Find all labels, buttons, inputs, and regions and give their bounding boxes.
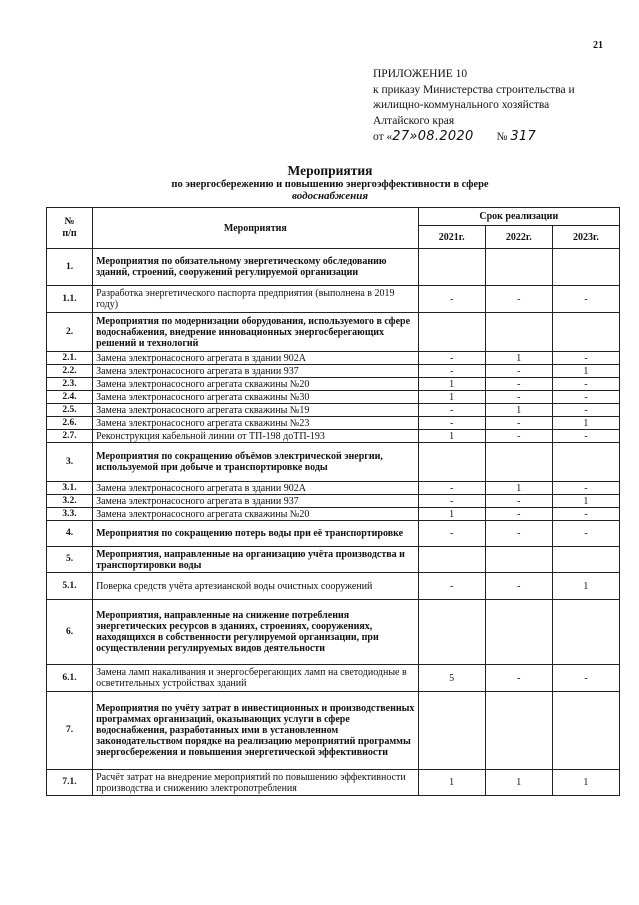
page-number: 21 xyxy=(593,40,603,51)
row-number: 2.5. xyxy=(47,404,93,417)
row-value-2023: - xyxy=(552,378,619,391)
row-value-2021: 1 xyxy=(418,770,485,796)
appendix-line: к приказу Министерства строительства и xyxy=(373,83,575,96)
table-row xyxy=(47,352,620,365)
row-number: 3.1. xyxy=(47,482,93,495)
row-number: 5. xyxy=(47,547,93,573)
handwritten-number: 317 xyxy=(510,129,537,144)
row-description: Мероприятия по учёту затрат в инвестиционных и производственных программах организаций, оказывающих услуги в сфере водоснабжения, разработанных ими в установленном законодательством порядке на реализацию мероприятий программы энергосбережения и повышения энергетической эффективности xyxy=(93,692,419,770)
row-value-2021 xyxy=(418,313,485,352)
row-value-2023: - xyxy=(552,482,619,495)
table-row xyxy=(47,770,620,796)
measures-table xyxy=(46,207,620,796)
row-description: Мероприятия, направленные на снижение потребления энергетических ресурсов в зданиях, строениях, сооружениях, находящихся в собственности регулируемой организации, при осуществлении регулируемых видов деятельности xyxy=(93,600,419,665)
row-value-2021: - xyxy=(418,573,485,600)
row-description: Замена электронасосного агрегата скважины №19 xyxy=(93,404,419,417)
row-number: 1. xyxy=(47,249,93,286)
row-number: 3.3. xyxy=(47,508,93,521)
row-description: Замена электронасосного агрегата в здании 937 xyxy=(93,365,419,378)
table-row xyxy=(47,692,620,770)
header-num xyxy=(47,208,93,249)
row-value-2021: 1 xyxy=(418,391,485,404)
row-value-2022 xyxy=(485,249,552,286)
row-description: Замена электронасосного агрегата скважины №20 xyxy=(93,508,419,521)
row-value-2021: - xyxy=(418,417,485,430)
row-value-2022 xyxy=(485,600,552,665)
row-description: Мероприятия по сокращению объёмов электрической энергии, используемой при добыче и транспортировке воды xyxy=(93,443,419,482)
row-description: Замена электронасосного агрегата скважины №30 xyxy=(93,391,419,404)
table-row xyxy=(47,573,620,600)
table-row xyxy=(47,521,620,547)
row-value-2022 xyxy=(485,547,552,573)
row-value-2023: - xyxy=(552,352,619,365)
header-num-line2: п/п xyxy=(62,228,77,239)
row-number: 2.4. xyxy=(47,391,93,404)
row-value-2021: - xyxy=(418,404,485,417)
appendix-date-line xyxy=(373,129,613,146)
table-body xyxy=(47,249,620,796)
row-value-2022: 1 xyxy=(485,770,552,796)
header-title: Мероприятия xyxy=(93,208,419,249)
title-block xyxy=(40,163,620,202)
row-value-2021: - xyxy=(418,521,485,547)
row-description: Замена электронасосного агрегата скважины №23 xyxy=(93,417,419,430)
row-value-2021: 1 xyxy=(418,508,485,521)
row-description: Реконструкция кабельной линии от ТП-198 доТП-193 xyxy=(93,430,419,443)
header-year: 2023г. xyxy=(552,226,619,249)
row-value-2022: - xyxy=(485,391,552,404)
table-row xyxy=(47,391,620,404)
row-number: 1.1. xyxy=(47,286,93,313)
table-row xyxy=(47,600,620,665)
row-value-2023: 1 xyxy=(552,495,619,508)
row-value-2021 xyxy=(418,443,485,482)
row-number: 3. xyxy=(47,443,93,482)
row-value-2021 xyxy=(418,600,485,665)
row-value-2023 xyxy=(552,600,619,665)
row-value-2023: - xyxy=(552,665,619,692)
row-value-2022 xyxy=(485,443,552,482)
appendix-block xyxy=(373,67,613,146)
row-value-2022: - xyxy=(485,417,552,430)
row-description: Мероприятия по обязательному энергетическому обследованию зданий, строений, сооружений регулируемой организации xyxy=(93,249,419,286)
table-row xyxy=(47,378,620,391)
table-row xyxy=(47,404,620,417)
row-value-2022: - xyxy=(485,495,552,508)
table-row xyxy=(47,495,620,508)
row-value-2022: - xyxy=(485,286,552,313)
row-value-2022: - xyxy=(485,378,552,391)
table-row xyxy=(47,249,620,286)
row-value-2021: 5 xyxy=(418,665,485,692)
row-value-2023: 1 xyxy=(552,573,619,600)
row-number: 2.2. xyxy=(47,365,93,378)
header-num-line1: № xyxy=(64,216,75,227)
row-value-2023: - xyxy=(552,391,619,404)
row-value-2022: - xyxy=(485,665,552,692)
header-period: Срок реализации xyxy=(418,208,619,226)
table-row xyxy=(47,417,620,430)
row-number: 2.3. xyxy=(47,378,93,391)
row-description: Мероприятия, направленные на организацию учёта производства и транспортировки воды xyxy=(93,547,419,573)
row-value-2022: - xyxy=(485,430,552,443)
table-row xyxy=(47,313,620,352)
document-subtitle-italic: водоснабжения xyxy=(291,190,369,202)
row-value-2022 xyxy=(485,313,552,352)
row-value-2021 xyxy=(418,547,485,573)
header-year: 2021г. xyxy=(418,226,485,249)
row-description: Замена ламп накаливания и энергосберегающих ламп на светодиодные в осветительных устройствах зданий xyxy=(93,665,419,692)
row-value-2021: - xyxy=(418,495,485,508)
row-value-2023 xyxy=(552,443,619,482)
row-number: 6.1. xyxy=(47,665,93,692)
row-number: 7.1. xyxy=(47,770,93,796)
row-value-2021: - xyxy=(418,365,485,378)
handwritten-date: 27»08.2020 xyxy=(392,129,474,144)
row-value-2022: - xyxy=(485,365,552,378)
row-value-2023: 1 xyxy=(552,365,619,378)
row-description: Разработка энергетического паспорта предприятия (выполнена в 2019 году) xyxy=(93,286,419,313)
row-value-2021: 1 xyxy=(418,430,485,443)
document-subtitle: по энергосбережению и повышению энергоэффективности в сфере xyxy=(171,179,489,190)
row-description: Замена электронасосного агрегата в здании 902А xyxy=(93,352,419,365)
number-prefix: № xyxy=(496,131,508,143)
table-row xyxy=(47,665,620,692)
appendix-line: ПРИЛОЖЕНИЕ 10 xyxy=(373,68,468,80)
row-value-2022 xyxy=(485,692,552,770)
row-value-2021: 1 xyxy=(418,378,485,391)
table-row xyxy=(47,482,620,495)
date-prefix: от « xyxy=(373,131,393,143)
row-description: Мероприятия по модернизации оборудования, используемого в сфере водоснабжения, внедрение инновационных энергосберегающих решений и технологий xyxy=(93,313,419,352)
row-value-2023: - xyxy=(552,508,619,521)
row-value-2022: 1 xyxy=(485,352,552,365)
table-row xyxy=(47,508,620,521)
row-description: Поверка средств учёта артезианской воды очистных сооружений xyxy=(93,573,419,600)
row-description: Замена электронасосного агрегата скважины №20 xyxy=(93,378,419,391)
row-description: Замена электронасосного агрегата в здании 902А xyxy=(93,482,419,495)
table-row xyxy=(47,430,620,443)
row-value-2022: 1 xyxy=(485,482,552,495)
row-description: Расчёт затрат на внедрение мероприятий по повышению эффективности производства и снижению электропотребления xyxy=(93,770,419,796)
row-number: 2.6. xyxy=(47,417,93,430)
table-row xyxy=(47,443,620,482)
row-number: 6. xyxy=(47,600,93,665)
row-value-2023 xyxy=(552,692,619,770)
row-value-2021: - xyxy=(418,482,485,495)
row-number: 4. xyxy=(47,521,93,547)
row-number: 5.1. xyxy=(47,573,93,600)
row-number: 7. xyxy=(47,692,93,770)
appendix-line: Алтайского края xyxy=(373,114,455,127)
row-value-2023 xyxy=(552,249,619,286)
table-row xyxy=(47,547,620,573)
table-row xyxy=(47,365,620,378)
row-value-2023: - xyxy=(552,404,619,417)
row-description: Замена электронасосного агрегата в здании 937 xyxy=(93,495,419,508)
row-value-2022: - xyxy=(485,508,552,521)
row-number: 3.2. xyxy=(47,495,93,508)
document-title: Мероприятия xyxy=(287,163,373,178)
row-value-2023: - xyxy=(552,430,619,443)
row-value-2023 xyxy=(552,313,619,352)
row-value-2023: 1 xyxy=(552,770,619,796)
row-number: 2.7. xyxy=(47,430,93,443)
row-value-2022: - xyxy=(485,521,552,547)
row-value-2023: 1 xyxy=(552,417,619,430)
appendix-line: жилищно-коммунального хозяйства xyxy=(373,99,550,111)
table-row xyxy=(47,286,620,313)
row-description: Мероприятия по сокращению потерь воды при её транспортировке xyxy=(93,521,419,547)
header-year: 2022г. xyxy=(485,226,552,249)
row-value-2021: - xyxy=(418,352,485,365)
row-value-2021: - xyxy=(418,286,485,313)
row-value-2022: - xyxy=(485,573,552,600)
row-number: 2. xyxy=(47,313,93,352)
row-value-2023: - xyxy=(552,286,619,313)
row-value-2023: - xyxy=(552,521,619,547)
row-value-2021 xyxy=(418,692,485,770)
row-value-2021 xyxy=(418,249,485,286)
row-value-2022: 1 xyxy=(485,404,552,417)
row-number: 2.1. xyxy=(47,352,93,365)
row-value-2023 xyxy=(552,547,619,573)
